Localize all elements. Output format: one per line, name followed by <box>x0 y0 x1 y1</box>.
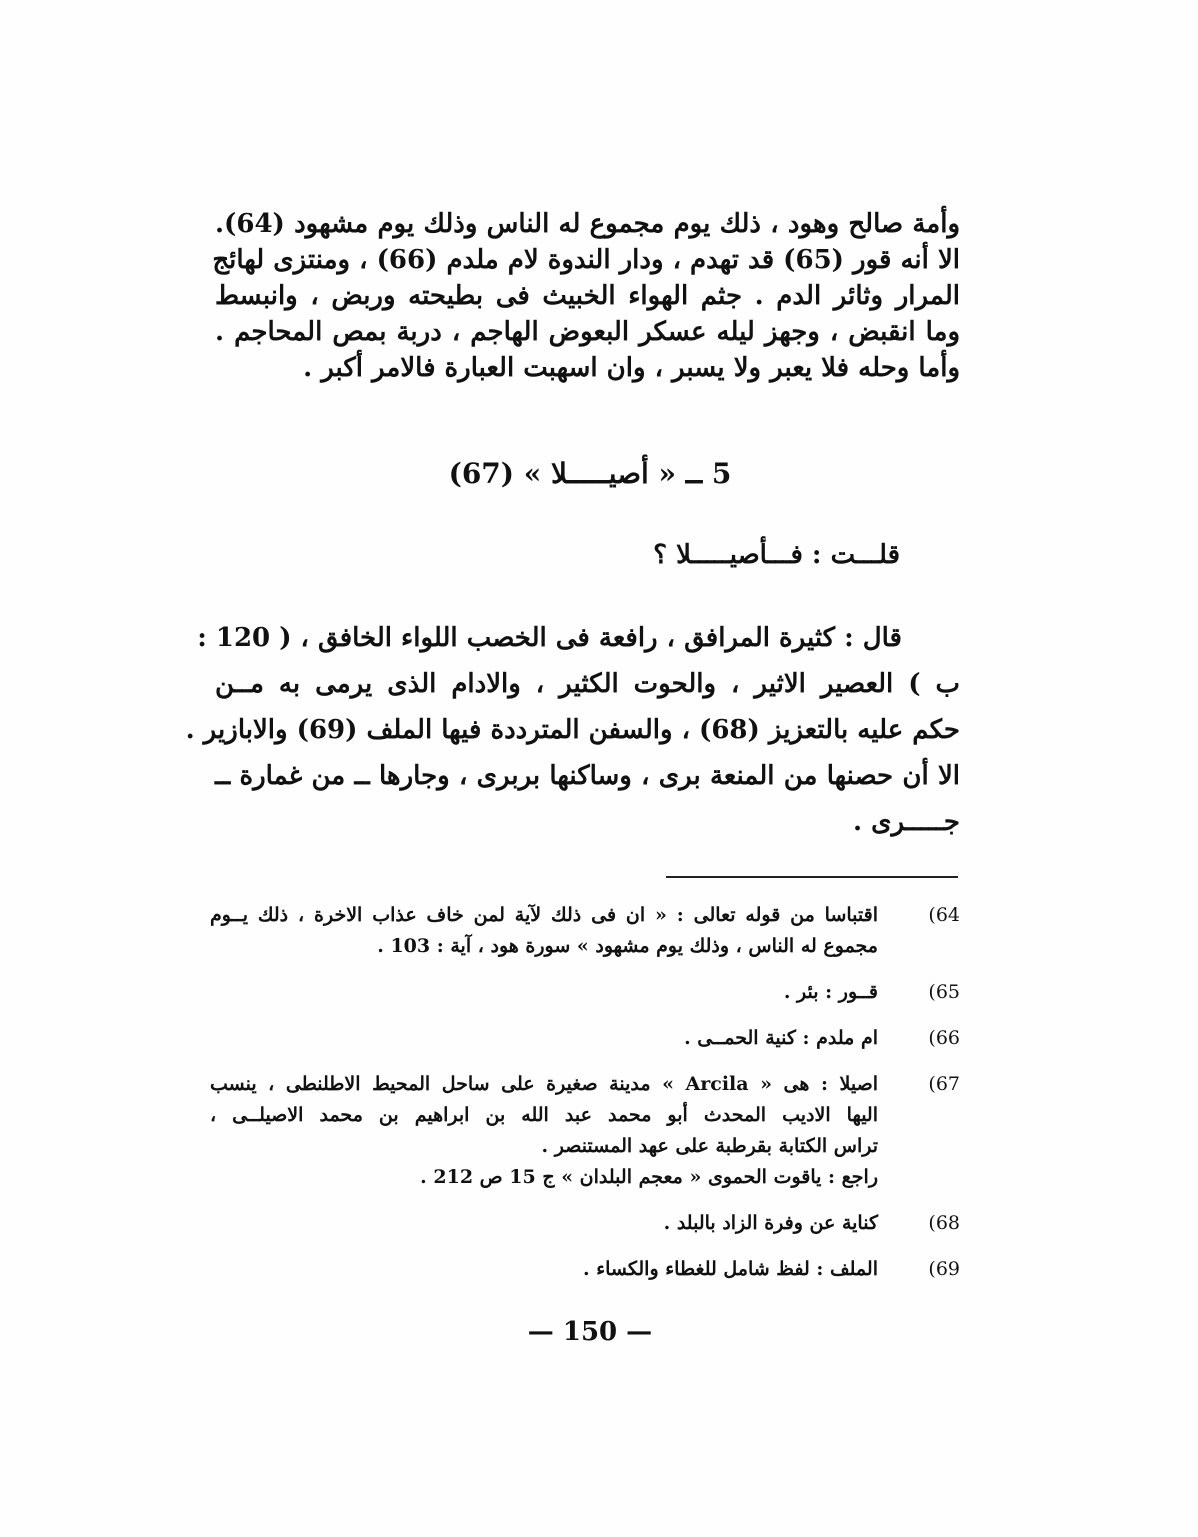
paragraph-line: حكم عليه بالتعزيز (68) ، والسفن المترددة فيها الملف (69) والابازير . <box>185 715 960 745</box>
footnote-line: كناية عن وفرة الزاد بالبلد . <box>663 1212 878 1234</box>
paragraph-line: وما انقبض ، وجهز ليله عسكر البعوض الهاجم ، دربة بمص المحاجم . <box>215 317 960 347</box>
footnote-line: مجموع له الناس ، وذلك يوم مشهود » سورة هود ، آية : 103 . <box>377 935 878 957</box>
footnote-line: اليها الاديب المحدث أبو محمد عبد الله بن ابراهيم بن محمد الاصيلــى ، <box>210 1104 878 1126</box>
paragraph-line: جـــــرى . <box>853 807 960 837</box>
paragraph-line: المرار وثائر الدم . جثم الهواء الخبيث فى بطيحته وربض ، وانبسط <box>215 281 960 311</box>
footnote-64 <box>210 900 960 962</box>
footnote-66 <box>210 1023 960 1054</box>
footnote-68 <box>210 1208 960 1239</box>
answer-paragraph <box>185 615 960 845</box>
paragraph-line: وأما وحله فلا يعبر ولا يسبر ، وان اسهبت العبارة فالامر أكبر . <box>303 353 960 383</box>
footnote-line: اصيلا : هى « Arcila » مدينة صغيرة على ساحل المحيط الاطلنطى ، ينسب <box>210 1073 879 1095</box>
paragraph-line: ب ) العصير الاثير ، والحوت الكثير ، والادام الذى يرمى به مــن <box>215 669 960 699</box>
paragraph-line: وأمة صالح وهود ، ذلك يوم مجموع له الناس وذلك يوم مشهود (64). <box>215 209 960 239</box>
footnote-number: (64 <box>928 904 960 926</box>
footnote-number: (67 <box>928 1073 960 1095</box>
footnote-number: (68 <box>928 1212 960 1234</box>
page-number: — 150 — <box>527 1317 653 1347</box>
footnotes <box>210 900 960 1300</box>
paragraph-line: الا أنه قور (65) قد تهدم ، ودار الندوة لام ملدم (66) ، ومنتزى لهائج <box>212 245 960 275</box>
opening-paragraph <box>212 206 960 386</box>
question-line: قلـــت : فـــأصيـــــلا ؟ <box>653 540 900 570</box>
footnote-line: قــور : بئر . <box>783 981 878 1003</box>
footnote-line: ام ملدم : كنية الحمــى . <box>684 1027 878 1049</box>
footnote-line: الملف : لفظ شامل للغطاء والكساء . <box>582 1258 878 1280</box>
footnote-number: (65 <box>928 981 960 1003</box>
footnote-65 <box>210 977 960 1008</box>
footnote-divider <box>666 876 958 878</box>
paragraph-line: قال : كثيرة المرافق ، رافعة فى الخصب اللواء الخافق ، ( 120 : <box>197 623 902 653</box>
footnote-line: اقتباسا من قوله تعالى : « ان فى ذلك لآية لمن خاف عذاب الاخرة ، ذلك يــوم <box>210 904 878 926</box>
footnote-69 <box>210 1254 960 1285</box>
footnote-67 <box>210 1069 960 1193</box>
footnote-line: تراس الكتابة بقرطبة على عهد المستنصر . <box>541 1135 878 1157</box>
paragraph-line: الا أن حصنها من المنعة برى ، وساكنها بربرى ، وجارها ــ من غمارة ــ <box>215 761 960 791</box>
section-heading: 5 ــ « أصيـــــلا » (67) <box>448 457 732 490</box>
footnote-line: راجع : ياقوت الحموى « معجم البلدان » ج 15 ص 212 . <box>420 1166 878 1188</box>
footnote-number: (69 <box>928 1258 960 1280</box>
footnote-number: (66 <box>928 1027 960 1049</box>
